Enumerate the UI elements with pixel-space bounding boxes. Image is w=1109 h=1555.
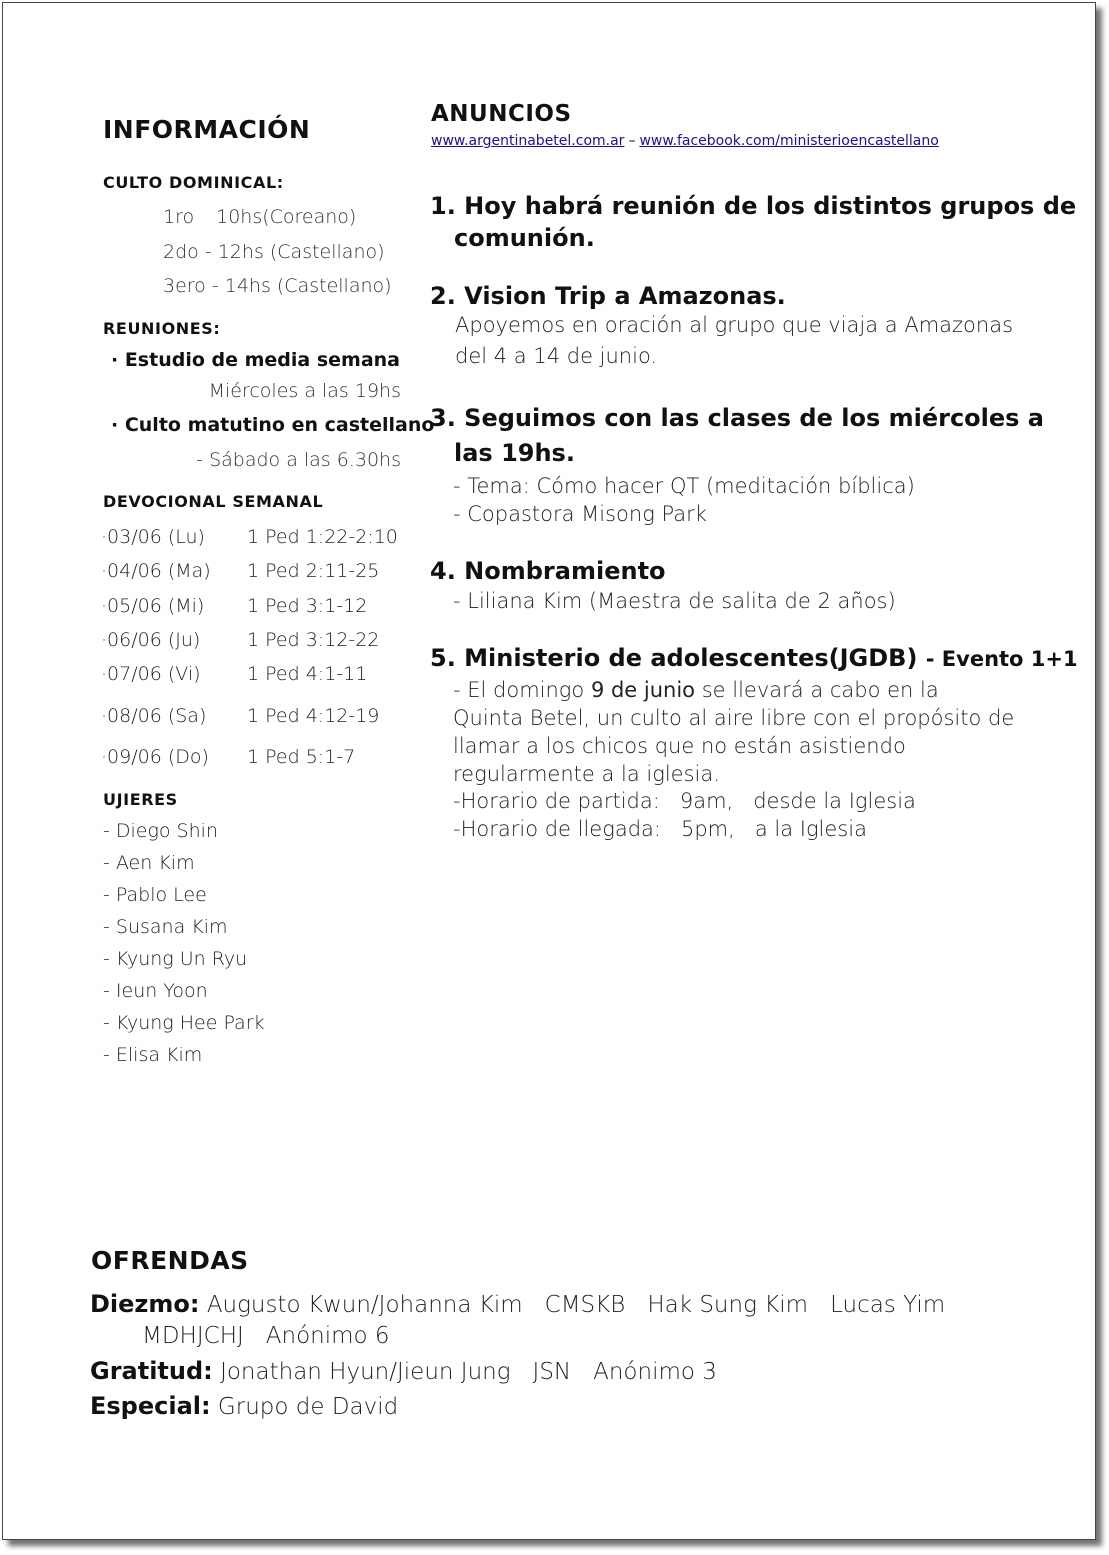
ofrenda-name: Grupo de David: [217, 1394, 399, 1420]
ofrenda-name: Augusto Kwun/Johanna Kim: [206, 1292, 523, 1318]
culto-row-2: [163, 241, 385, 263]
devocional-date: ·04/06 (Ma): [101, 560, 211, 582]
culto-row-3: [163, 275, 392, 297]
anuncio-5-departure: -Horario de partida: 9am, desde la Iglesia: [453, 789, 916, 813]
ofrenda-name: JSN: [532, 1359, 572, 1385]
gratitud-line: [90, 1357, 739, 1385]
facebook-link[interactable]: www.facebook.com/ministerioencastellano: [639, 133, 939, 149]
event-date: 9 de junio: [590, 678, 696, 702]
ujier-name: - Susana Kim: [103, 916, 228, 938]
anuncio-3-text: - Tema: Cómo hacer QT (meditación bíblica): [453, 474, 915, 498]
devocional-ref: 1 Ped 1:22-2:10: [247, 526, 398, 548]
diezmo-label: Diezmo:: [90, 1290, 200, 1318]
devocional-date: ·06/06 (Ju): [101, 629, 201, 651]
devocional-date: ·05/06 (Mi): [101, 595, 205, 617]
reunion-when: Miércoles a las 19hs: [208, 380, 401, 402]
website-link[interactable]: www.argentinabetel.com.ar: [431, 133, 625, 149]
ujier-name: - Pablo Lee: [103, 884, 207, 906]
devocional-ref: 1 Ped 4:12-19: [247, 705, 380, 727]
culto-ord: 1ro: [163, 206, 195, 228]
diezmo-line: [90, 1290, 967, 1318]
devocional-ref: 1 Ped 3:12-22: [247, 629, 380, 651]
ujier-name: - Diego Shin: [103, 820, 218, 842]
devocional-ref: 1 Ped 2:11-25: [247, 560, 380, 582]
anuncio-5-heading: [430, 644, 1078, 672]
ofrendas-title: OFRENDAS: [91, 1246, 249, 1275]
ujieres-heading: UJIERES: [103, 790, 178, 809]
anuncio-5-text: [453, 678, 939, 702]
ujier-name: - Kyung Hee Park: [103, 1012, 265, 1034]
especial-line: [90, 1392, 420, 1420]
devocional-heading: DEVOCIONAL SEMANAL: [103, 492, 324, 511]
ofrenda-name: Anónimo 3: [593, 1359, 717, 1385]
ofrenda-name: Anónimo 6: [265, 1323, 390, 1349]
informacion-title: INFORMACIÓN: [103, 115, 311, 144]
ujier-name: - Ieun Yoon: [103, 980, 208, 1002]
devocional-date: ·08/06 (Sa): [101, 705, 207, 727]
devocional-ref: 1 Ped 3:1-12: [247, 595, 368, 617]
reunion-when: - Sábado a las 6.30hs: [196, 449, 401, 471]
anuncio-3-text: - Copastora Misong Park: [453, 502, 707, 526]
devocional-date: ·09/06 (Do): [101, 746, 209, 768]
text-segment: se llevará a cabo en la: [695, 678, 939, 702]
anuncio-5-text: llamar a los chicos que no están asistiendo: [453, 734, 906, 758]
anuncio-1-heading-cont: comunión.: [454, 224, 595, 252]
ofrenda-name: Hak Sung Kim: [647, 1292, 809, 1318]
link-separator: –: [628, 133, 636, 149]
culto-row-1: [163, 206, 356, 228]
anuncio-5-title: 5. Ministerio de adolescentes(JGDB): [430, 644, 918, 672]
ofrenda-name: Jonathan Hyun/Jieun Jung: [220, 1359, 511, 1385]
ujier-name: - Kyung Un Ryu: [103, 948, 248, 970]
anuncio-5-text: Quinta Betel, un culto al aire libre con el propósito de: [453, 706, 1015, 730]
culto-desc: 10hs(Coreano): [216, 206, 357, 228]
gratitud-label: Gratitud:: [90, 1357, 213, 1385]
reuniones-heading: REUNIONES:: [103, 319, 221, 338]
devocional-date: ·03/06 (Lu): [101, 526, 205, 548]
ofrenda-name: CMSKB: [544, 1292, 626, 1318]
ofrenda-name: MDHJCHJ: [142, 1323, 244, 1349]
ujier-name: - Elisa Kim: [103, 1044, 203, 1066]
devocional-ref: 1 Ped 5:1-7: [247, 746, 356, 768]
especial-label: Especial:: [90, 1392, 211, 1420]
culto-ord: 2do: [163, 241, 199, 263]
ujier-name: - Aen Kim: [103, 852, 195, 874]
ofrenda-name: Lucas Yim: [830, 1292, 946, 1318]
culto-dominical-heading: CULTO DOMINICAL:: [103, 173, 284, 192]
devocional-ref: 1 Ped 4:1-11: [247, 663, 368, 685]
anuncio-2-heading: 2. Vision Trip a Amazonas.: [430, 282, 786, 310]
anuncio-1-heading: 1. Hoy habrá reunión de los distintos grupos de: [430, 192, 1077, 220]
culto-ord: 3ero: [163, 275, 206, 297]
bulletin-page: [2, 2, 1096, 1540]
diezmo-line-cont: [142, 1323, 412, 1349]
reunion-name: · Estudio de media semana: [111, 349, 401, 371]
text-segment: - El domingo: [453, 678, 591, 702]
reunion-name: · Culto matutino en castellano: [111, 414, 435, 436]
anuncio-5-suffix: - Evento 1+1: [925, 647, 1078, 671]
anuncio-2-text: Apoyemos en oración al grupo que viaja a Amazonas: [455, 313, 1014, 337]
anuncio-5-arrival: -Horario de llegada: 5pm, a la Iglesia: [453, 817, 867, 841]
culto-desc: - 12hs (Castellano): [204, 241, 385, 263]
culto-desc: - 14hs (Castellano): [211, 275, 392, 297]
anuncio-3-heading-cont: las 19hs.: [454, 439, 575, 467]
anuncios-title: ANUNCIOS: [431, 101, 572, 127]
anuncio-3-heading: 3. Seguimos con las clases de los miércoles a: [430, 404, 1045, 432]
anuncio-2-text: del 4 a 14 de junio.: [455, 344, 658, 368]
anuncio-4-heading: 4. Nombramiento: [430, 557, 666, 585]
anuncios-links: [431, 133, 939, 149]
anuncio-4-text: - Liliana Kim (Maestra de salita de 2 años): [453, 589, 896, 613]
anuncio-5-text: regularmente a la iglesia.: [453, 762, 720, 786]
devocional-date: ·07/06 (Vi): [101, 663, 201, 685]
